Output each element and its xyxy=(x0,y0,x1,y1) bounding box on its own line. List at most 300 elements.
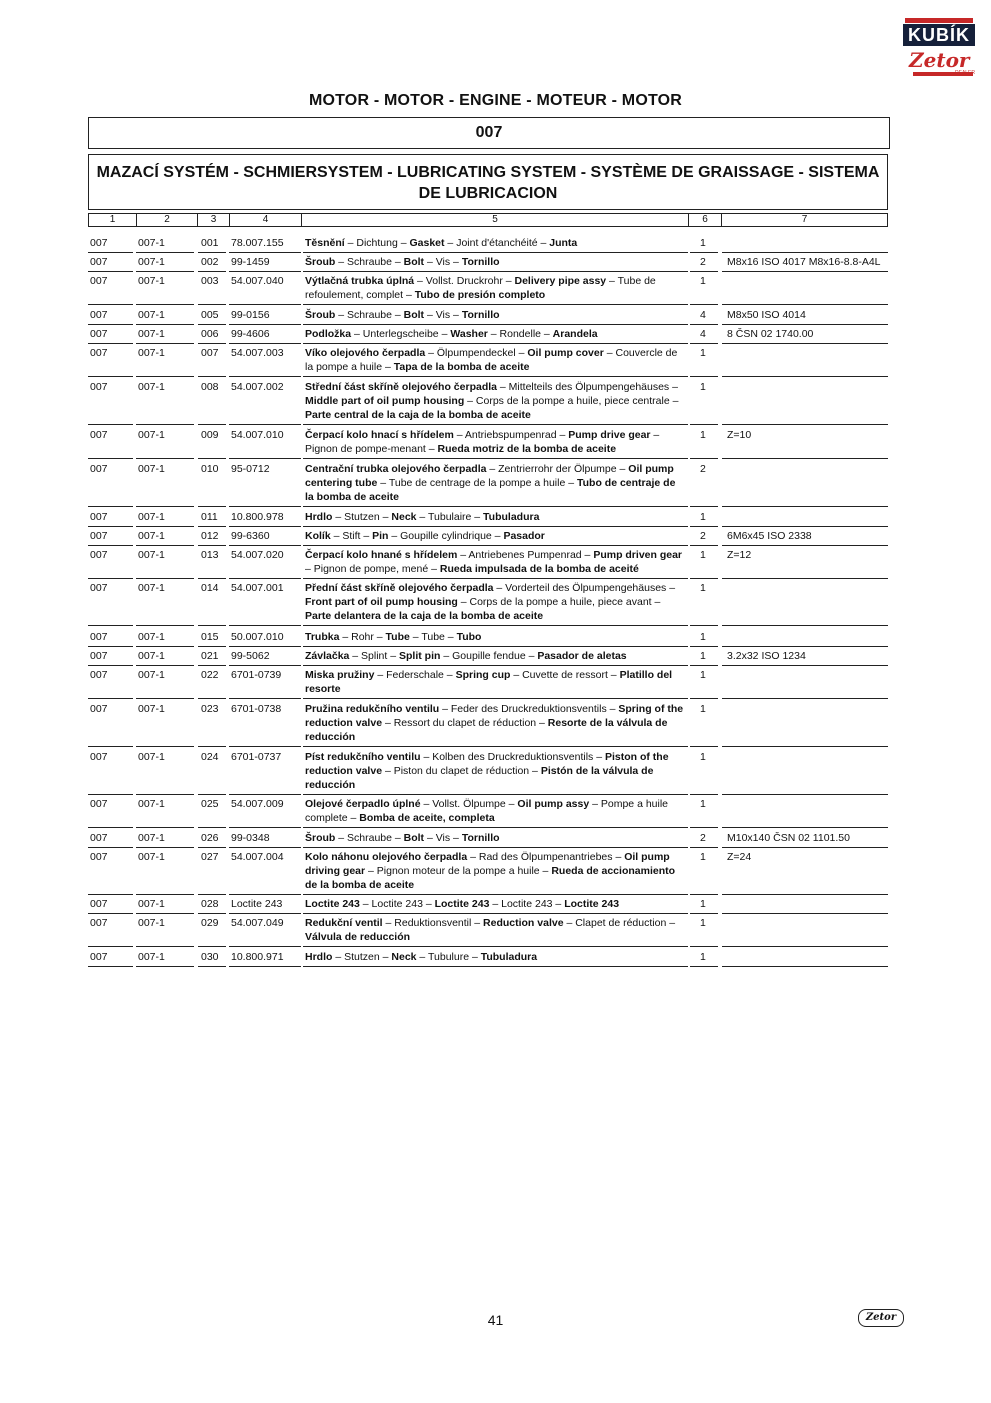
description-term-bold: Střední část skříně olejového čerpadla xyxy=(305,381,497,393)
description-term: – Loctite 243 – xyxy=(489,898,565,910)
part-description xyxy=(305,510,688,524)
row-separator xyxy=(88,458,133,459)
position-number: 029 xyxy=(201,917,219,929)
description-term-bold: Tubuladura xyxy=(480,951,538,963)
part-description xyxy=(305,668,688,696)
position-number: 006 xyxy=(201,328,219,340)
quantity: 4 xyxy=(700,309,706,321)
row-separator xyxy=(303,698,688,699)
position-number: 001 xyxy=(201,237,219,249)
row-separator xyxy=(198,698,226,699)
row-separator xyxy=(303,894,688,895)
description-term: – Federschale – xyxy=(374,669,456,681)
description-line xyxy=(305,442,688,456)
description-term: – Vollst. Ölpumpe – xyxy=(420,798,518,810)
row-separator xyxy=(303,665,688,666)
row-separator xyxy=(690,625,718,626)
description-term-bold: Oil pump cover xyxy=(527,347,604,359)
description-term: – Unterlegscheibe – xyxy=(351,328,451,340)
description-term-bold: Výtlačná trubka úplná xyxy=(305,275,415,287)
part-description xyxy=(305,327,688,341)
row-separator xyxy=(690,698,718,699)
part-number: 6701-0737 xyxy=(231,751,282,763)
row-separator xyxy=(229,794,301,795)
row-separator xyxy=(722,304,888,305)
logo-zetor: Zetor xyxy=(909,48,970,72)
logo-kubik-text: KUBÍK xyxy=(908,25,970,45)
row-separator xyxy=(198,665,226,666)
group-code: 007 xyxy=(90,751,108,763)
part-number: 50.007.010 xyxy=(231,631,284,643)
subgroup-code: 007-1 xyxy=(138,309,165,321)
description-term-bold: Válvula de reducción xyxy=(305,931,411,943)
description-line xyxy=(305,346,688,360)
position-number: 012 xyxy=(201,530,219,542)
position-number: 030 xyxy=(201,951,219,963)
row-separator xyxy=(303,376,688,377)
subgroup-code: 007-1 xyxy=(138,549,165,561)
group-code: 007 xyxy=(90,511,108,523)
row-separator xyxy=(198,304,226,305)
row-separator xyxy=(722,578,888,579)
description-term: – Kolben des Druckreduktionsventils – xyxy=(420,751,605,763)
part-number: 54.007.004 xyxy=(231,851,284,863)
description-line xyxy=(305,462,688,476)
row-separator xyxy=(229,506,301,507)
description-term-bold: Šroub xyxy=(305,256,336,268)
position-number: 015 xyxy=(201,631,219,643)
description-term-bold: Bolt xyxy=(403,832,425,844)
part-description xyxy=(305,797,688,825)
subgroup-code: 007-1 xyxy=(138,669,165,681)
row-separator xyxy=(88,966,133,967)
part-number: 99-0348 xyxy=(231,832,270,844)
description-term-bold: reduction valve xyxy=(305,765,383,777)
row-separator xyxy=(198,424,226,425)
description-term: – Piston du clapet de réduction – xyxy=(382,765,541,777)
quantity: 2 xyxy=(700,530,706,542)
description-term-bold: Šroub xyxy=(305,832,336,844)
row-separator xyxy=(303,625,688,626)
column-header-6: 6 xyxy=(689,214,722,226)
note: Z=24 xyxy=(727,851,752,863)
row-separator xyxy=(198,894,226,895)
group-code: 007 xyxy=(90,328,108,340)
row-separator xyxy=(690,376,718,377)
description-term-bold: Pružina redukčního ventilu xyxy=(305,703,440,715)
subgroup-code: 007-1 xyxy=(138,530,165,542)
position-number: 023 xyxy=(201,703,219,715)
row-separator xyxy=(722,827,888,828)
row-separator xyxy=(722,324,888,325)
row-separator xyxy=(198,625,226,626)
description-term-bold: Oil pump xyxy=(624,851,670,863)
description-term-bold: Arandela xyxy=(552,328,598,340)
part-number: 54.007.009 xyxy=(231,798,284,810)
description-term-bold: Hrdlo xyxy=(305,511,333,523)
description-term-bold: Miska pružiny xyxy=(305,669,375,681)
row-separator xyxy=(303,324,688,325)
description-term-bold: Tubo de centraje de xyxy=(577,477,676,489)
row-separator xyxy=(229,376,301,377)
description-term-bold: Delivery pipe assy xyxy=(514,275,607,287)
description-term: Pignon de pompe-menant – xyxy=(305,443,438,455)
column-header-3: 3 xyxy=(198,214,230,226)
description-term-bold: Pump driven gear xyxy=(593,549,683,561)
quantity: 1 xyxy=(700,917,706,929)
part-number: 6701-0738 xyxy=(231,703,282,715)
row-separator xyxy=(229,966,301,967)
row-separator xyxy=(88,343,133,344)
row-separator xyxy=(88,304,133,305)
description-term-bold: Rueda de accionamiento xyxy=(551,865,676,877)
description-term-bold: reduction valve xyxy=(305,717,383,729)
row-separator xyxy=(229,665,301,666)
part-number: 99-4606 xyxy=(231,328,270,340)
row-separator xyxy=(690,794,718,795)
quantity: 1 xyxy=(700,751,706,763)
page-title: MOTOR - MOTOR - ENGINE - MOTEUR - MOTOR xyxy=(308,92,683,109)
row-separator xyxy=(690,343,718,344)
description-term-bold: Parte central de la caja de la bomba de aceite xyxy=(305,409,531,421)
note: Z=10 xyxy=(727,429,752,441)
row-separator xyxy=(198,506,226,507)
part-description xyxy=(305,702,688,744)
description-term-bold: Oil pump assy xyxy=(517,798,590,810)
position-number: 009 xyxy=(201,429,219,441)
row-separator xyxy=(690,578,718,579)
part-description xyxy=(305,428,688,456)
description-term: – Schraube – xyxy=(335,256,404,268)
row-separator xyxy=(722,894,888,895)
description-line xyxy=(305,764,688,778)
description-line xyxy=(305,702,688,716)
description-term: – Tube – xyxy=(409,631,457,643)
part-description xyxy=(305,950,688,964)
row-separator xyxy=(722,946,888,947)
row-separator xyxy=(198,458,226,459)
part-description xyxy=(305,255,688,269)
description-term-bold: Píst redukčního ventilu xyxy=(305,751,421,763)
description-term: – xyxy=(650,429,660,441)
description-term: – Pignon de pompe, mené – xyxy=(305,563,440,575)
row-separator xyxy=(88,526,133,527)
group-code: 007 xyxy=(90,275,108,287)
description-term: – Mittelteils des Ölpumpengehäuses – xyxy=(497,381,678,393)
row-separator xyxy=(690,526,718,527)
description-line xyxy=(305,750,688,764)
row-separator xyxy=(722,665,888,666)
column-header-2: 2 xyxy=(137,214,198,226)
description-term: – Tube de xyxy=(606,275,656,287)
row-separator xyxy=(303,578,688,579)
section-number: 007 xyxy=(475,124,503,141)
quantity: 1 xyxy=(700,703,706,715)
quantity: 1 xyxy=(700,798,706,810)
part-description xyxy=(305,380,688,422)
column-header-7: 7 xyxy=(801,214,808,225)
group-code: 007 xyxy=(90,347,108,359)
row-separator xyxy=(722,545,888,546)
note: 6M6x45 ISO 2338 xyxy=(727,530,812,542)
row-separator xyxy=(303,271,688,272)
subgroup-code: 007-1 xyxy=(138,703,165,715)
description-term-bold: Reduction valve xyxy=(483,917,564,929)
description-line xyxy=(305,360,688,374)
page-number: 41 xyxy=(487,1312,504,1328)
row-separator xyxy=(198,376,226,377)
description-term: – Schraube – xyxy=(335,832,404,844)
group-code: 007 xyxy=(90,530,108,542)
row-separator xyxy=(722,252,888,253)
row-separator xyxy=(136,966,194,967)
row-separator xyxy=(136,913,194,914)
description-term: – Tubulure – xyxy=(416,951,481,963)
description-line xyxy=(305,916,688,930)
group-code: 007 xyxy=(90,549,108,561)
description-line xyxy=(305,649,688,663)
description-term-bold: Pump drive gear xyxy=(568,429,651,441)
group-title-line2: DE LUBRICACION xyxy=(418,185,558,202)
subgroup-code: 007-1 xyxy=(138,463,165,475)
part-number: 54.007.040 xyxy=(231,275,284,287)
description-term-bold: Kolo náhonu olejového čerpadla xyxy=(305,851,468,863)
description-term: – Splint – xyxy=(349,650,399,662)
group-code: 007 xyxy=(90,703,108,715)
description-line xyxy=(305,327,688,341)
row-separator xyxy=(690,506,718,507)
description-term-bold: Rueda impulsada de la bomba de aceité xyxy=(439,563,639,575)
position-number: 003 xyxy=(201,275,219,287)
row-separator xyxy=(88,324,133,325)
description-line xyxy=(305,255,688,269)
row-separator xyxy=(303,946,688,947)
row-separator xyxy=(229,625,301,626)
row-separator xyxy=(690,271,718,272)
row-separator xyxy=(690,966,718,967)
row-separator xyxy=(136,946,194,947)
quantity: 2 xyxy=(700,832,706,844)
row-separator xyxy=(88,698,133,699)
row-separator xyxy=(88,506,133,507)
description-term: – Zentrierrohr der Ölpumpe – xyxy=(486,463,629,475)
subgroup-code: 007-1 xyxy=(138,275,165,287)
description-term: – Stutzen – xyxy=(332,951,392,963)
row-separator xyxy=(229,894,301,895)
description-term-bold: Rueda motriz de la bomba de aceite xyxy=(437,443,617,455)
quantity: 1 xyxy=(700,582,706,594)
part-description xyxy=(305,346,688,374)
description-term-bold: Tubo xyxy=(456,631,482,643)
row-separator xyxy=(303,526,688,527)
row-separator xyxy=(198,578,226,579)
row-separator xyxy=(88,847,133,848)
row-separator xyxy=(198,324,226,325)
row-separator xyxy=(88,746,133,747)
row-separator xyxy=(229,343,301,344)
row-separator xyxy=(88,578,133,579)
description-term: – Clapet de réduction – xyxy=(563,917,676,929)
row-separator xyxy=(229,827,301,828)
row-separator xyxy=(136,578,194,579)
row-separator xyxy=(722,625,888,626)
part-number: 95-0712 xyxy=(231,463,270,475)
row-separator xyxy=(88,894,133,895)
row-separator xyxy=(722,506,888,507)
note: Z=12 xyxy=(727,549,752,561)
row-separator xyxy=(136,304,194,305)
row-separator xyxy=(722,698,888,699)
description-term: – Corps de la pompe a huile, piece avant – xyxy=(457,596,661,608)
part-description xyxy=(305,274,688,302)
description-term: – Rohr – xyxy=(339,631,386,643)
description-line xyxy=(305,682,688,696)
description-term: – Rondelle – xyxy=(487,328,553,340)
description-term-bold: Platillo del xyxy=(619,669,673,681)
description-term: – Pompe a huile xyxy=(589,798,669,810)
group-code: 007 xyxy=(90,650,108,662)
row-separator xyxy=(198,343,226,344)
part-description xyxy=(305,308,688,322)
description-term: – Vis – xyxy=(424,256,462,268)
row-separator xyxy=(136,252,194,253)
description-term-bold: Loctite 243 xyxy=(305,898,360,910)
description-term-bold: Tapa de la bomba de aceite xyxy=(393,361,530,373)
description-term: – Ölpumpendeckel – xyxy=(425,347,528,359)
row-separator xyxy=(136,376,194,377)
row-separator xyxy=(198,526,226,527)
row-separator xyxy=(229,913,301,914)
note: M8x50 ISO 4014 xyxy=(727,309,806,321)
row-separator xyxy=(690,746,718,747)
subgroup-code: 007-1 xyxy=(138,237,165,249)
row-separator xyxy=(303,827,688,828)
description-term: – Tube de centrage de la pompe a huile – xyxy=(377,477,577,489)
part-description xyxy=(305,548,688,576)
row-separator xyxy=(229,946,301,947)
row-separator xyxy=(690,304,718,305)
description-term-bold: Washer xyxy=(450,328,488,340)
row-separator xyxy=(229,646,301,647)
position-number: 008 xyxy=(201,381,219,393)
row-separator xyxy=(229,424,301,425)
row-separator xyxy=(303,506,688,507)
part-number: Loctite 243 xyxy=(231,898,283,910)
logo-kubik xyxy=(903,24,975,46)
group-code: 007 xyxy=(90,951,108,963)
row-separator xyxy=(722,343,888,344)
row-separator xyxy=(690,646,718,647)
note: 3.2x32 ISO 1234 xyxy=(727,650,806,662)
row-separator xyxy=(303,545,688,546)
row-separator xyxy=(88,271,133,272)
description-line xyxy=(305,630,688,644)
description-line xyxy=(305,581,688,595)
position-number: 007 xyxy=(201,347,219,359)
description-term-bold: Čerpací kolo hnané s hřídelem xyxy=(305,549,458,561)
description-term: – Schraube – xyxy=(335,309,404,321)
description-term-bold: de la bomba de aceite xyxy=(305,879,415,891)
description-line xyxy=(305,428,688,442)
description-term-bold: Tubo de presión completo xyxy=(414,289,546,301)
group-code: 007 xyxy=(90,798,108,810)
subgroup-code: 007-1 xyxy=(138,347,165,359)
description-term: – Goupille cylindrique – xyxy=(388,530,504,542)
description-term-bold: Front part of oil pump housing xyxy=(305,596,458,608)
subgroup-code: 007-1 xyxy=(138,832,165,844)
row-separator xyxy=(722,913,888,914)
description-term-bold: la bomba de aceite xyxy=(305,491,399,503)
description-term-bold: Tubuladura xyxy=(483,511,540,523)
row-separator xyxy=(136,827,194,828)
row-separator xyxy=(88,946,133,947)
row-separator xyxy=(136,271,194,272)
description-term: – Antriebspumpenrad – xyxy=(453,429,569,441)
part-number: 99-0156 xyxy=(231,309,270,321)
column-header-1: 1 xyxy=(89,214,137,226)
row-separator xyxy=(722,966,888,967)
description-term-bold: Resorte de la válvula de xyxy=(547,717,668,729)
description-line xyxy=(305,716,688,730)
group-title-line1: MAZACÍ SYSTÉM - SCHMIERSYSTEM - LUBRICATING SYSTEM - SYSTÈME DE GRAISSAGE - SISTEMA xyxy=(96,164,880,181)
row-separator xyxy=(722,458,888,459)
subgroup-code: 007-1 xyxy=(138,650,165,662)
part-number: 54.007.001 xyxy=(231,582,284,594)
row-separator xyxy=(690,458,718,459)
position-number: 025 xyxy=(201,798,219,810)
column-header-row xyxy=(88,213,888,227)
row-separator xyxy=(303,424,688,425)
description-term: – Reduktionsventil – xyxy=(382,917,484,929)
description-term: la pompe a huile – xyxy=(305,361,394,373)
part-description xyxy=(305,649,688,663)
row-separator xyxy=(88,252,133,253)
row-separator xyxy=(229,698,301,699)
row-separator xyxy=(198,271,226,272)
row-separator xyxy=(690,894,718,895)
quantity: 2 xyxy=(700,463,706,475)
row-separator xyxy=(229,271,301,272)
description-term: – Ressort du clapet de réduction – xyxy=(382,717,548,729)
position-number: 027 xyxy=(201,851,219,863)
row-separator xyxy=(690,665,718,666)
description-term: – Rad des Ölpumpenantriebes – xyxy=(467,851,625,863)
subgroup-code: 007-1 xyxy=(138,798,165,810)
description-term: – Joint d'étanchéité – xyxy=(444,237,550,249)
description-term: – Feder des Druckreduktionsventils – xyxy=(439,703,619,715)
column-header-4: 4 xyxy=(230,214,302,226)
row-separator xyxy=(690,946,718,947)
part-description xyxy=(305,529,688,543)
subgroup-code: 007-1 xyxy=(138,898,165,910)
subgroup-code: 007-1 xyxy=(138,917,165,929)
group-code: 007 xyxy=(90,309,108,321)
description-line xyxy=(305,850,688,864)
group-code: 007 xyxy=(90,631,108,643)
part-number: 54.007.002 xyxy=(231,381,284,393)
description-term-bold: Pasador de aletas xyxy=(537,650,627,662)
subgroup-code: 007-1 xyxy=(138,328,165,340)
description-term-bold: Kolík xyxy=(305,530,331,542)
quantity: 1 xyxy=(700,381,706,393)
part-number: 54.007.020 xyxy=(231,549,284,561)
description-term-bold: resorte xyxy=(305,683,341,695)
row-separator xyxy=(198,646,226,647)
group-code: 007 xyxy=(90,582,108,594)
part-number: 10.800.971 xyxy=(231,951,284,963)
part-description xyxy=(305,630,688,644)
description-term: – Vorderteil des Ölpumpengehäuses – xyxy=(493,582,676,594)
